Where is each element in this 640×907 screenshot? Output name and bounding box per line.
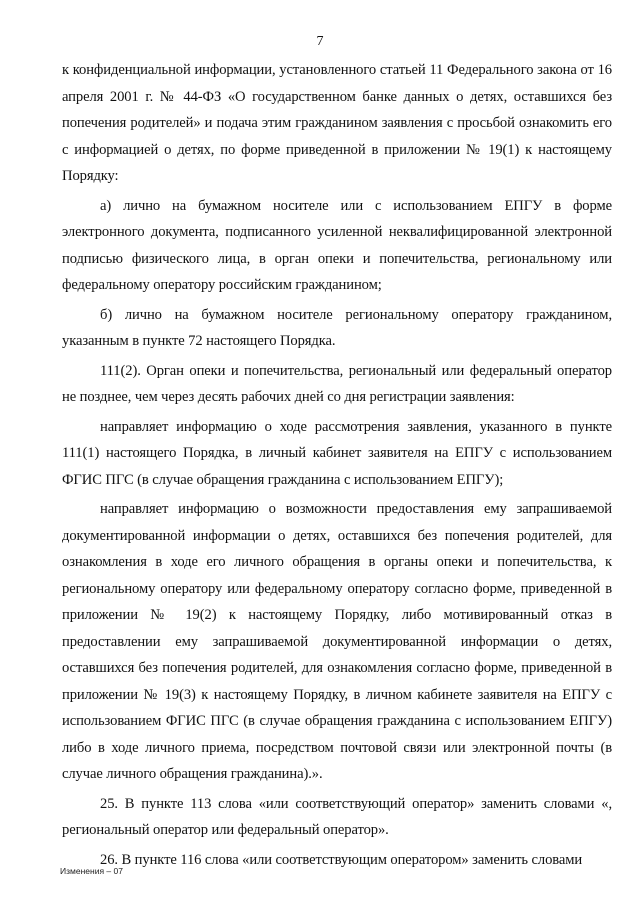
page-number: 7 bbox=[316, 34, 324, 49]
document-body bbox=[62, 57, 612, 873]
paragraph-status-info: направляет информацию о ходе рассмотрения заявления, указанного в пункте 111(1) настоящего Порядка, в личный кабинет заявителя на ЕПГУ с использованием ФГИС ПГС (в случае обращения гражданина с использованием ЕПГУ); bbox=[62, 418, 612, 488]
paragraph-item-a: а) лично на бумажном носителе или с использованием ЕПГУ в форме электронного документа, подписанного усиленной неквалифицированной электронной подписью физического лица, в орган опеки и попечительства, региональному или федеральному оператору российским гражданином; bbox=[62, 197, 612, 293]
paragraph-26: 26. В пункте 116 слова «или соответствующим оператором» заменить словами bbox=[100, 851, 583, 868]
paragraph-availability-info: направляет информацию о возможности предоставления ему запрашиваемой документированной информации о детях, оставшихся без попечения родителей, для ознакомления в ходе его личного обращения в органы опеки и попечительства, к региональному оператору или федеральному оператору согласно форме, приведенной в приложении № 19(2) к настоящему Порядку, либо мотивированный отказ в предоставлении ему запрашиваемой документированной информации о детях, оставшихся без попечения родителей, для ознакомления согласно форме, приведенной в приложении № 19(3) к настоящему Порядку, в личном кабинете заявителя на ЕПГУ с использованием ФГИС ПГС (в случае обращения гражданина с использованием ЕПГУ) либо в ходе личного приема, посредством почтовой связи или электронной почты (в случае личного обращения гражданина).». bbox=[62, 501, 612, 782]
paragraph-111-2: 111(2). Орган опеки и попечительства, региональный или федеральный оператор не позднее, чем через десять рабочих дней со дня регистрации заявления: bbox=[62, 362, 612, 405]
footer-note: Изменения – 07 bbox=[60, 866, 123, 876]
paragraph-item-b: б) лично на бумажном носителе региональному оператору гражданином, указанным в пункте 72 настоящего Порядка. bbox=[62, 306, 612, 349]
paragraph-25: 25. В пункте 113 слова «или соответствующий оператор» заменить словами «, региональный оператор или федеральный оператор». bbox=[62, 795, 612, 838]
paragraph-continuation: к конфиденциальной информации, установленного статьей 11 Федерального закона от 16 апреля 2001 г. № 44-ФЗ «О государственном банке данных о детях, оставшихся без попечения родителей» и подача этим гражданином заявления с просьбой ознакомить его с информацией о детях, по форме приведенной в приложении № 19(1) к настоящему Порядку: bbox=[62, 62, 612, 184]
